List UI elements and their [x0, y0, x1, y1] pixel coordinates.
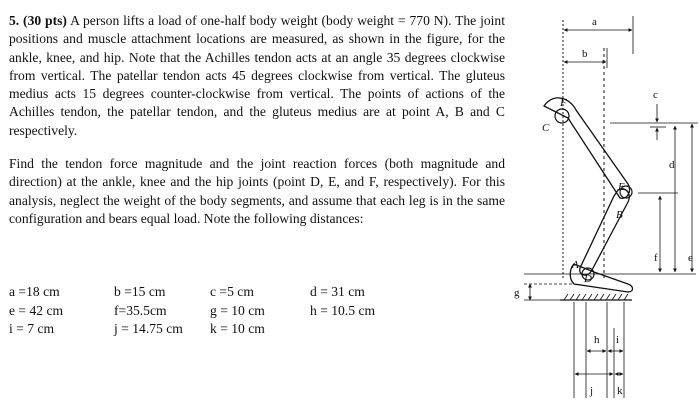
label-A: A [572, 259, 579, 271]
label-h: h [594, 334, 600, 346]
label-F: F [560, 97, 567, 109]
distance-table [9, 283, 409, 339]
label-c: c [653, 89, 658, 101]
distance-e: e = 42 cm [9, 302, 64, 318]
distance-i: i = 7 cm [9, 321, 55, 336]
distance-row [9, 283, 409, 302]
label-e: e [688, 252, 693, 264]
distance-a: a =18 cm [9, 284, 60, 299]
ground-hatch [564, 294, 628, 300]
distance-row [9, 320, 409, 339]
problem-text [9, 12, 505, 228]
label-B: B [616, 209, 623, 221]
problem-paragraph-1 [9, 12, 505, 140]
problem-number: 5. (30 pts) [9, 13, 67, 28]
distance-k: k = 10 cm [210, 321, 265, 336]
label-C: C [542, 122, 550, 134]
label-k: k [617, 385, 623, 397]
problem-statement: A person lifts a load of one-half body weight (body weight = 770 N). The joint positions and muscle attachment locations are measured, as shown in the figure, for the ankle, knee, and hip. Note that the Achilles tendon acts at an angle 35 degrees clockwise from vertical. The patellar tendon acts 45 degrees clockwise from vertical. The gluteus medius acts 15 degrees counter-clockwise from vertical. The points of actions of the Achilles tendon, the patellar tendon, and the gluteus medius are at point A, B and C respectively. [9, 13, 505, 138]
label-g: g [514, 287, 520, 299]
distance-c: c =5 cm [210, 284, 254, 299]
label-i: i [616, 334, 620, 346]
distance-j: j = 14.75 cm [114, 321, 183, 336]
distance-row [9, 302, 409, 321]
distance-d: d = 31 cm [310, 284, 365, 299]
label-j: j [590, 385, 594, 397]
label-E: E [618, 181, 625, 193]
leg-diagram [510, 6, 698, 402]
label-a: a [592, 16, 597, 28]
label-b: b [582, 48, 588, 60]
distance-b: b =15 cm [114, 284, 166, 299]
problem-paragraph-2: Find the tendon force magnitude and the joint reaction forces (both magnitude and direction) at the ankle, knee and the hip joints (point D, E, and F, respectively). For this analysis, neglect the weight of the body segments, and assume that each leg is in the same configuration and bears equal load. Note the following distances: [9, 156, 505, 226]
shank-bone [580, 189, 630, 275]
label-f: f [654, 252, 658, 264]
hip-joint [555, 109, 569, 123]
thigh-bone [544, 98, 630, 198]
distance-f: f=35.5cm [114, 302, 167, 318]
label-D: D [584, 273, 592, 285]
distance-g: g = 10 cm [210, 302, 265, 318]
distance-h: h = 10.5 cm [310, 302, 376, 318]
label-d: d [669, 159, 675, 171]
